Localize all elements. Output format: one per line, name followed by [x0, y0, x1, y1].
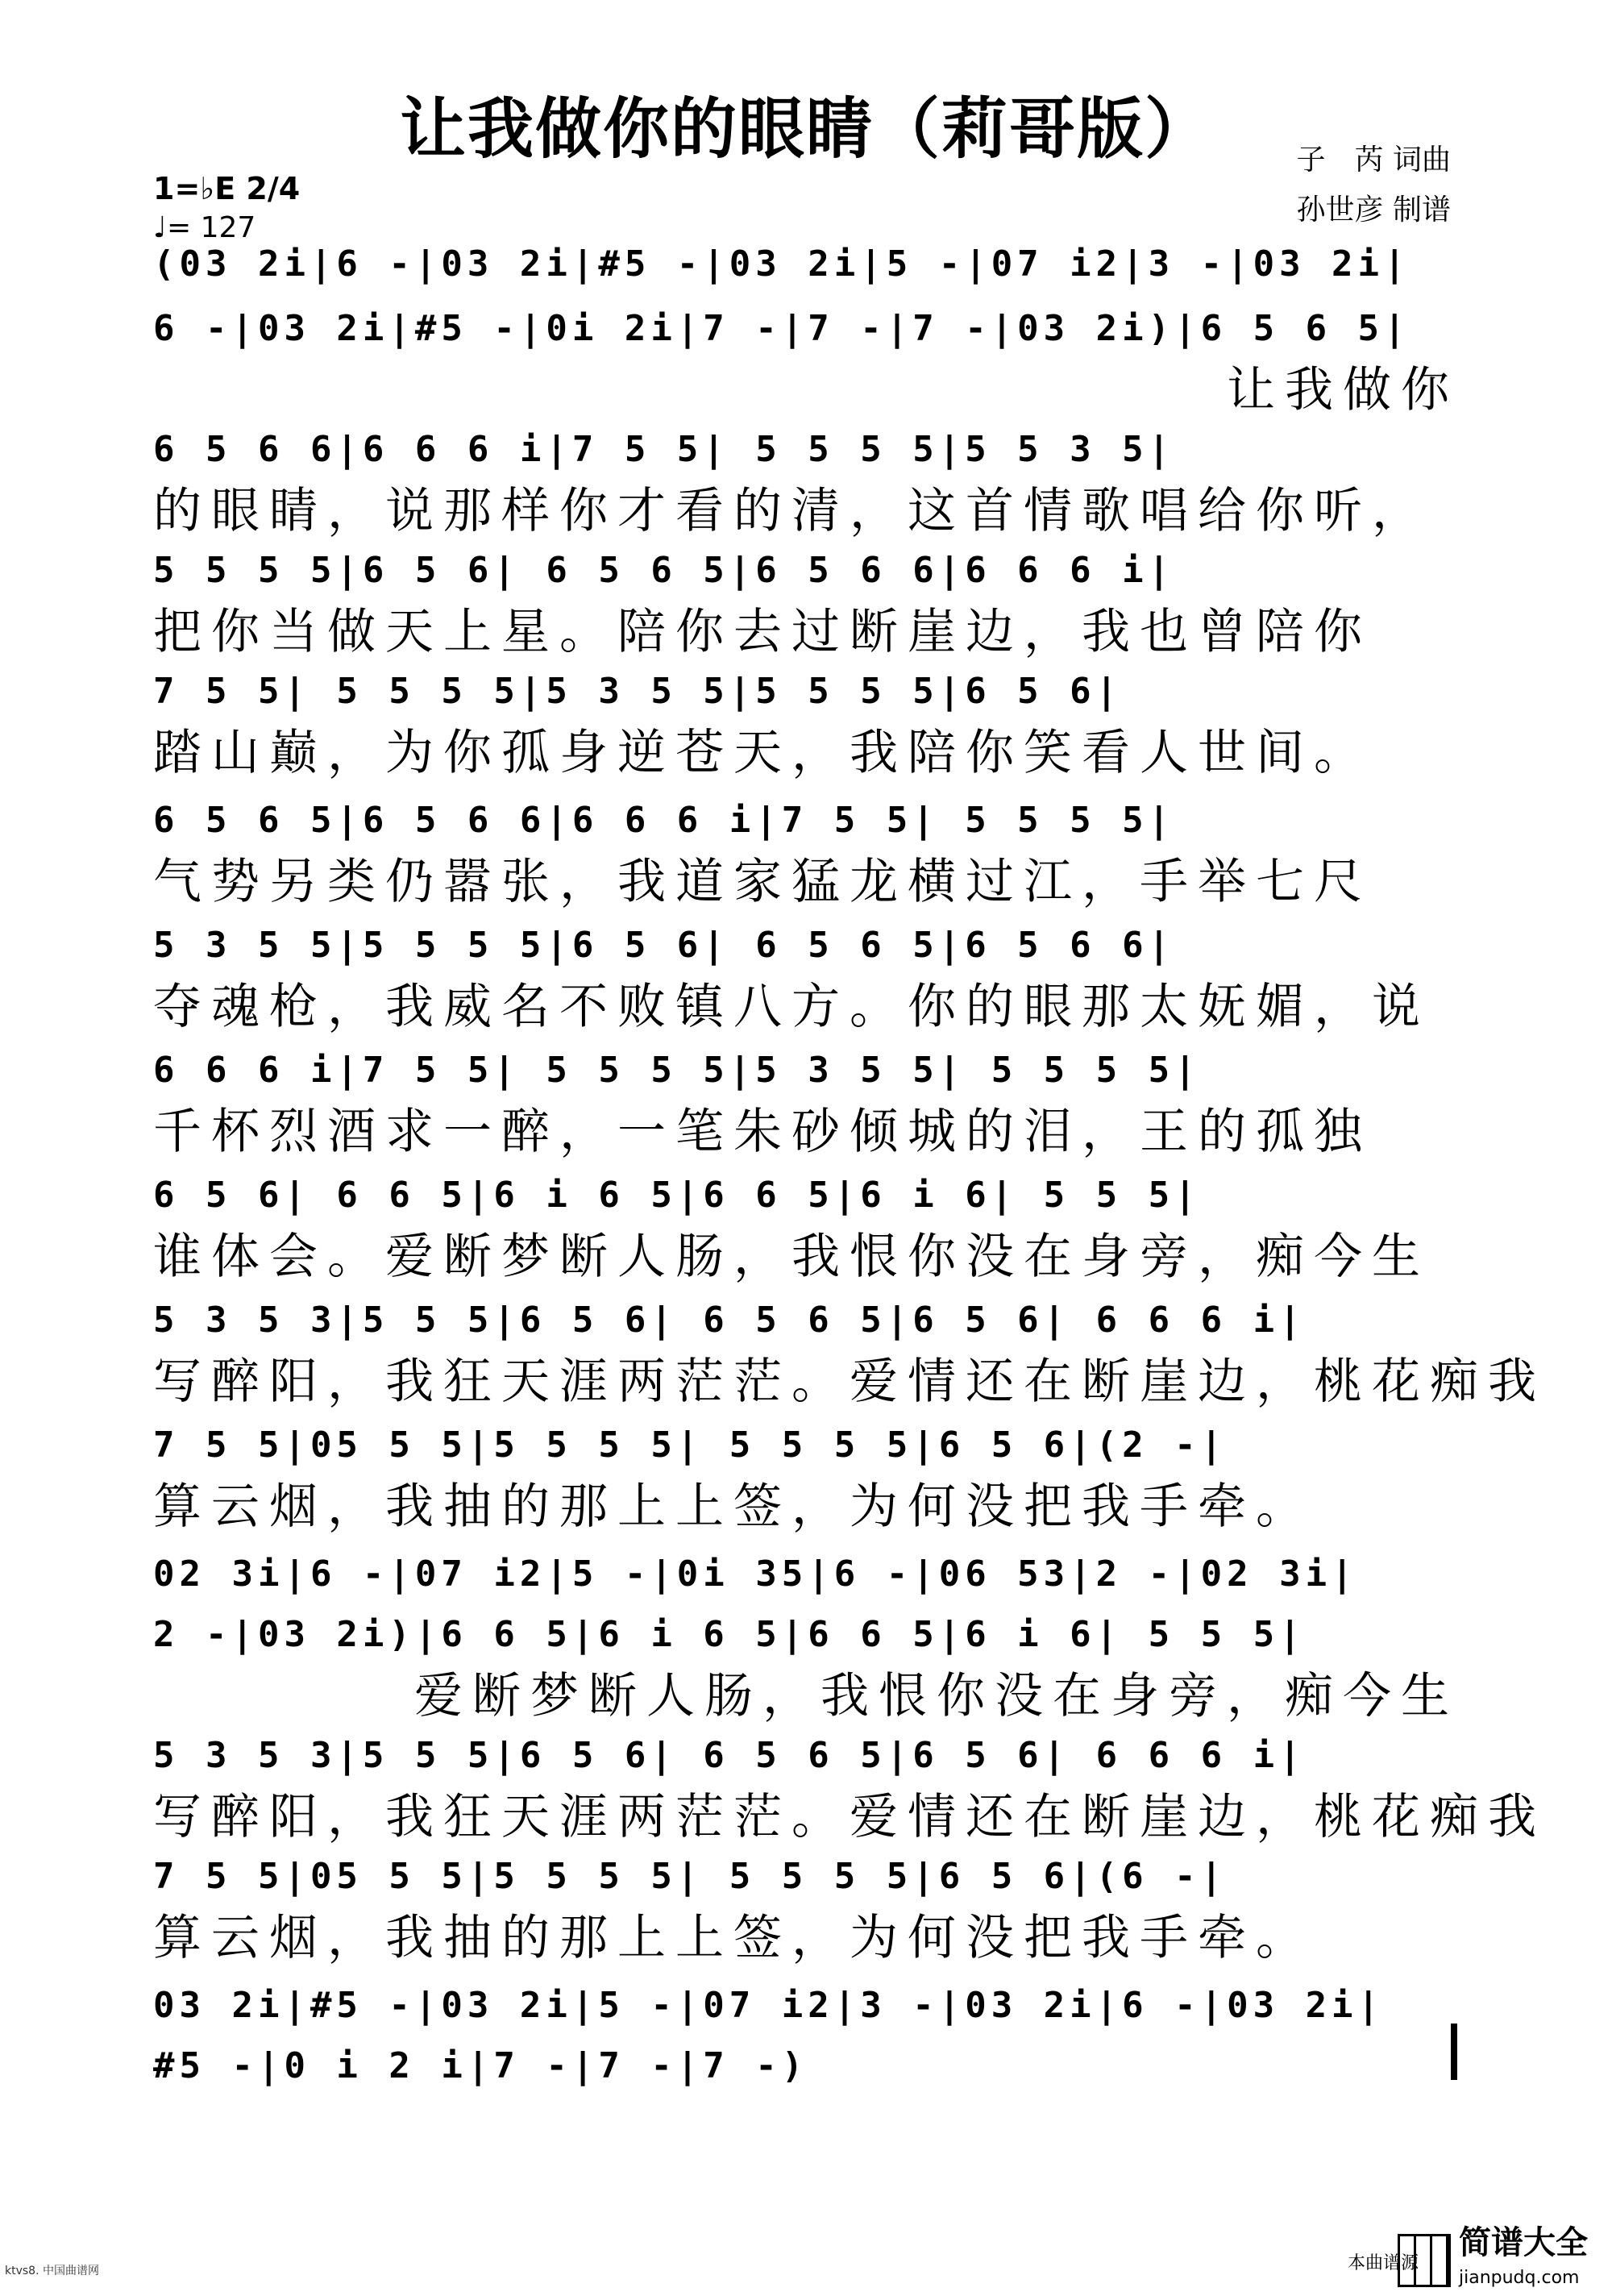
notation-row: 5 3 5 3|5 5 5|6 5 6| 6 5 6 5|6 5 6| 6 6 6 i| [153, 1735, 1306, 1776]
notation-row: (03 2i|6 -|03 2i|#5 -|03 2i|5 -|07 i2|3 -|03 2i| [153, 243, 1410, 285]
notation-row: 6 -|03 2i|#5 -|0i 2i|7 -|7 -|7 -|03 2i)|6 5 6 5| [153, 308, 1410, 349]
lyric-line: 把你当做天上星。陪你去过断崖边，我也曾陪你 [153, 604, 1372, 660]
lyric-line: 让我做你 [1227, 362, 1459, 418]
watermark-note: ktvs8. 中国曲谱网 [5, 2265, 99, 2277]
tempo-marking: ♩= 127 [153, 211, 256, 244]
notation-row: 6 6 6 i|7 5 5| 5 5 5 5|5 3 5 5| 5 5 5 5| [153, 1050, 1201, 1091]
site-logo [1398, 2225, 1588, 2296]
final-barline [1451, 2024, 1457, 2080]
lyric-line: 算云烟，我抽的那上上签，为何没把我手牵。 [153, 1479, 1314, 1535]
transcriber-credit: 孙世彦 制谱 [1296, 193, 1451, 227]
notation-row: 7 5 5|05 5 5|5 5 5 5| 5 5 5 5|6 5 6|(2 -| [153, 1425, 1228, 1466]
notation-row: #5 -|0 i 2 i|7 -|7 -|7 -) [153, 2045, 808, 2086]
piano-keys-icon [1398, 2234, 1451, 2287]
lyric-line: 写醉阳，我狂天涯两茫茫。爱情还在断崖边，桃花痴我 [153, 1789, 1546, 1845]
lyric-line: 谁体会。爱断梦断人肠，我恨你没在身旁，痴今生 [153, 1229, 1430, 1285]
notation-row: 03 2i|#5 -|03 2i|5 -|07 i2|3 -|03 2i|6 -|03 2i| [153, 1985, 1385, 2026]
source-note: 本曲谱源 [1347, 2253, 1419, 2273]
notation-row: 7 5 5|05 5 5|5 5 5 5| 5 5 5 5|6 5 6|(6 -| [153, 1856, 1228, 1897]
lyric-line: 的眼睛，说那样你才看的清，这首情歌唱给你听， [153, 483, 1430, 539]
lyric-line: 算云烟，我抽的那上上签，为何没把我手牵。 [153, 1910, 1314, 1966]
notation-row: 6 5 6 5|6 5 6 6|6 6 6 i|7 5 5| 5 5 5 5| [153, 800, 1175, 841]
notation-row: 5 3 5 5|5 5 5 5|6 5 6| 6 5 6 5|6 5 6 6| [153, 925, 1175, 966]
notation-row: 6 5 6 6|6 6 6 i|7 5 5| 5 5 5 5|5 5 3 5| [153, 429, 1175, 470]
logo-url: jianpudq.com [1459, 2268, 1580, 2288]
logo-name: 简谱大全 [1459, 2224, 1588, 2261]
notation-row: 7 5 5| 5 5 5 5|5 3 5 5|5 5 5 5|6 5 6| [153, 671, 1123, 712]
lyric-line: 爱断梦断人肠，我恨你没在身旁，痴今生 [414, 1668, 1459, 1724]
notation-row: 6 5 6| 6 6 5|6 i 6 5|6 6 5|6 i 6| 5 5 5| [153, 1175, 1201, 1216]
notation-row: 02 3i|6 -|07 i2|5 -|0i 35|6 -|06 53|2 -|02 3i| [153, 1554, 1358, 1595]
notation-row: 2 -|03 2i)|6 6 5|6 i 6 5|6 6 5|6 i 6| 5 5 5| [153, 1614, 1306, 1655]
song-title: 让我做你的眼睛（莉哥版） [399, 90, 1212, 168]
key-signature: 1=♭E 2/4 [153, 171, 301, 206]
lyric-line: 写醉阳，我狂天涯两茫茫。爱情还在断崖边，桃花痴我 [153, 1354, 1546, 1410]
lyricist-composer-credit: 子 芮 词曲 [1296, 144, 1451, 177]
lyric-line: 夺魂枪，我威名不败镇八方。你的眼那太妩媚，说 [153, 979, 1430, 1035]
lyric-line: 气势另类仍嚣张，我道家猛龙横过江，手举七尺 [153, 854, 1372, 910]
notation-row: 5 3 5 3|5 5 5|6 5 6| 6 5 6 5|6 5 6| 6 6 6 i| [153, 1300, 1306, 1341]
notation-row: 5 5 5 5|6 5 6| 6 5 6 5|6 5 6 6|6 6 6 i| [153, 550, 1175, 591]
lyric-line: 踏山巅，为你孤身逆苍天，我陪你笑看人世间。 [153, 725, 1372, 781]
lyric-line: 千杯烈酒求一醉，一笔朱砂倾城的泪，王的孤独 [153, 1104, 1372, 1160]
